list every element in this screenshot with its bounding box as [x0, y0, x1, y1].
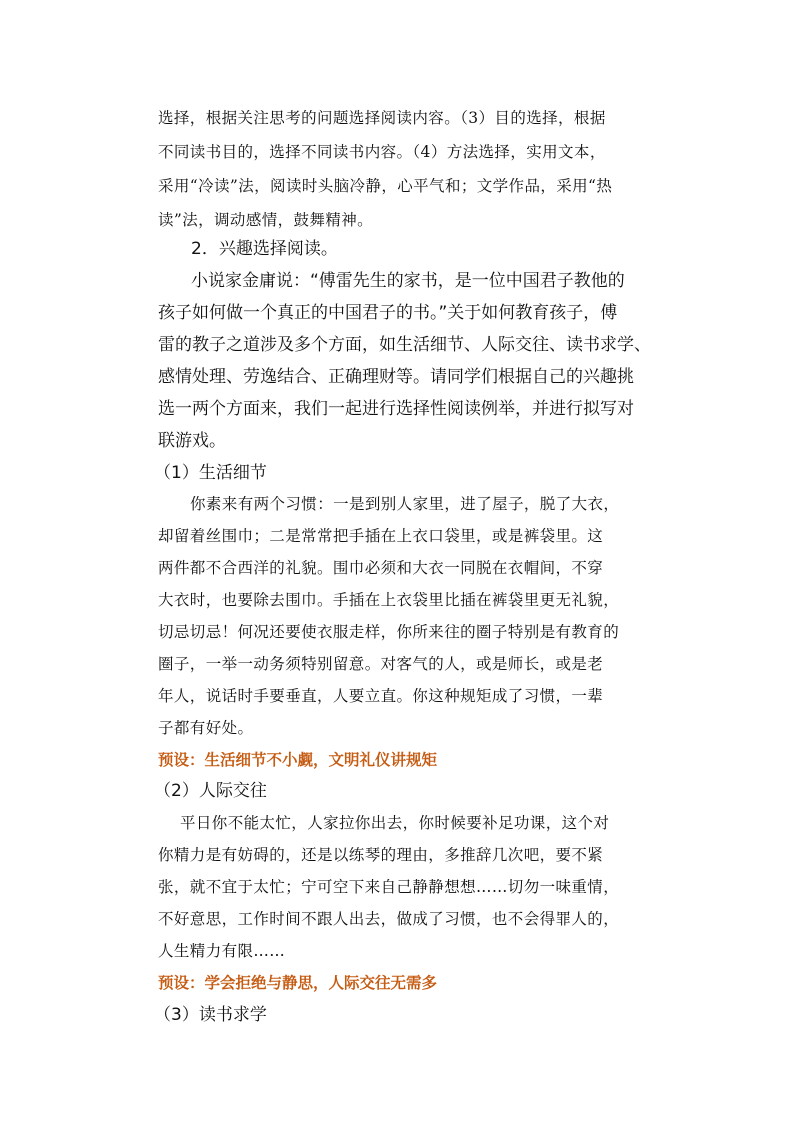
- quote-line: 年人，说话时手要垂直，人要立直。你这种规矩成了习惯，一辈: [158, 687, 604, 705]
- quote-line: 两件都不合西洋的礼貌。围巾必须和大衣一同脱在衣帽间，不穿: [158, 559, 604, 577]
- section-heading: 2．兴趣选择阅读。: [191, 239, 338, 259]
- preset-answer: 预设：学会拒绝与静思，人际交往无需多: [158, 973, 438, 992]
- preset-answer: 预设：生活细节不小觑，文明礼仪讲规矩: [158, 750, 438, 769]
- quote-line: 平日你不能太忙，人家拉你出去，你时候要补足功课，这个对: [180, 814, 610, 832]
- paragraph-line: 孩子如何做一个真正的中国君子的书。”关于如何教育孩子，傅: [158, 303, 618, 323]
- quote-line: 却留着丝围巾；二是常常把手插在上衣口袋里，或是裤袋里。这: [158, 527, 604, 545]
- quote-line: 人生精力有限……: [158, 942, 286, 960]
- section-title: （2）人际交往: [154, 781, 267, 801]
- quote-line: 你精力是有妨碍的，还是以练琴的理由，多推辞几次吧，要不紧: [158, 846, 604, 864]
- quote-line: 圈子，一举一动务须特别留意。对客气的人，或是师长，或是老: [158, 655, 604, 673]
- paragraph-line: 选一两个方面来，我们一起进行选择性阅读例举，并进行拟写对: [158, 399, 634, 419]
- paragraph-line: 雷的教子之道涉及多个方面，如生活细节、人际交往、读书求学、: [158, 335, 651, 355]
- quote-line: 切忌切忌！何况还要使衣服走样，你所来往的圈子特别是有教育的: [158, 623, 620, 641]
- quote-line: 不好意思，工作时间不跟人出去，做成了习惯，也不会得罪人的，: [158, 910, 620, 928]
- quote-line: 张，就不宜于太忙；宁可空下来自己静静想想……切勿一味重情，: [158, 878, 620, 896]
- quote-line: 子都有好处。: [158, 719, 254, 737]
- section-title: （1）生活细节: [154, 463, 267, 483]
- paragraph-line: 读”法，调动感情，鼓舞精神。: [158, 211, 374, 229]
- paragraph-line: 采用“冷读”法，阅读时头脑冷静，心平气和；文学作品，采用“热: [158, 177, 613, 195]
- section-title: （3）读书求学: [154, 1005, 267, 1025]
- paragraph-line: 选择，根据关注思考的问题选择阅读内容。（3）目的选择，根据: [158, 109, 606, 127]
- paragraph-line: 联游戏。: [158, 431, 226, 451]
- quote-line: 你素来有两个习惯：一是到别人家里，进了屋子，脱了大衣，: [190, 495, 620, 513]
- paragraph-line: 感情处理、劳逸结合、正确理财等。请同学们根据自己的兴趣挑: [158, 367, 634, 387]
- paragraph-line: 小说家金庸说：“傅雷先生的家书，是一位中国君子教他的: [191, 271, 625, 291]
- quote-line: 大衣时，也要除去围巾。手插在上衣袋里比插在裤袋里更无礼貌，: [158, 591, 620, 609]
- paragraph-line: 不同读书目的，选择不同读书内容。（4）方法选择，实用文本，: [158, 143, 606, 161]
